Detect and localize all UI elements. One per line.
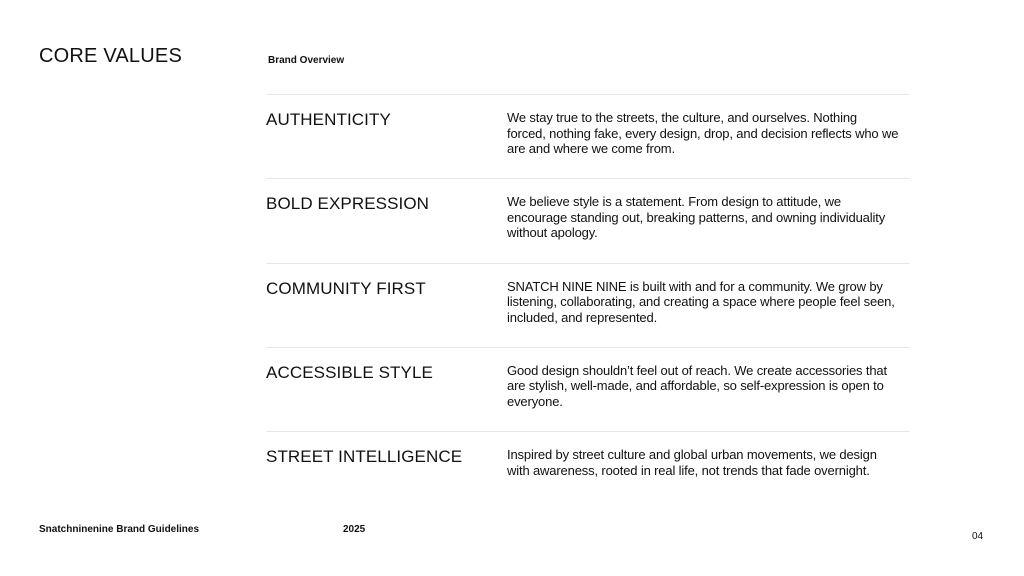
value-row-authenticity (266, 94, 910, 178)
footer-brand: Snatchninenine Brand Guidelines (39, 524, 200, 535)
value-description: Good design shouldn’t feel out of reach. We create accessories that are stylish, well-made, and affordable, so self-expression is open to everyone. (507, 362, 887, 409)
value-title: STREET INTELLIGENCE (266, 447, 463, 467)
value-row-accessible-style (266, 347, 910, 431)
value-row-street-intelligence (266, 431, 910, 515)
value-title: BOLD EXPRESSION (266, 194, 430, 214)
section-label: Brand Overview (268, 55, 345, 66)
footer-year: 2025 (343, 524, 366, 535)
value-row-bold-expression (266, 178, 910, 262)
value-description: Inspired by street culture and global urban movements, we design with awareness, rooted in real life, not trends that fade overnight. (507, 447, 877, 478)
page-title: CORE VALUES (39, 45, 182, 67)
value-description: SNATCH NINE NINE is built with and for a community. We grow by listening, collaborating, and creating a space where people feel seen, included, and represented. (507, 278, 895, 325)
core-values-list (266, 94, 910, 515)
page-number: 04 (972, 531, 984, 542)
value-description: We believe style is a statement. From design to attitude, we encourage standing out, breaking patterns, and owning individuality without apology. (507, 194, 886, 241)
value-title: ACCESSIBLE STYLE (266, 362, 433, 382)
value-title: COMMUNITY FIRST (266, 278, 426, 298)
value-row-community-first (266, 263, 910, 347)
value-description: We stay true to the streets, the culture, and ourselves. Nothing forced, nothing fake, every design, drop, and decision reflects who we are and where we come from. (507, 110, 899, 156)
value-title: AUTHENTICITY (266, 110, 391, 129)
